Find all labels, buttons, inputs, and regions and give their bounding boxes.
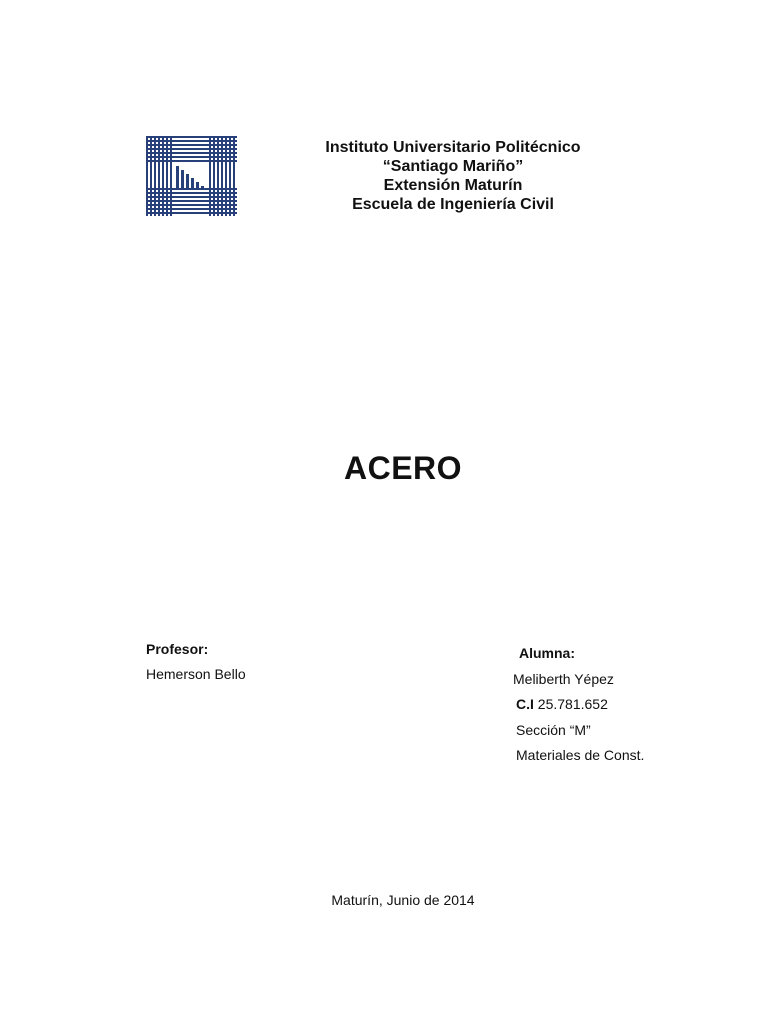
institution-header <box>290 138 616 214</box>
professor-label: Profesor: <box>146 641 209 657</box>
student-label: Alumna: <box>519 645 575 661</box>
student-id-value: 25.781.652 <box>537 696 608 712</box>
student-info <box>513 641 644 769</box>
student-id <box>513 692 644 718</box>
student-course: Materiales de Const. <box>516 747 645 763</box>
student-section: Sección “M” <box>516 721 591 738</box>
document-title: ACERO <box>343 450 463 486</box>
institution-logo-icon <box>146 136 237 216</box>
institution-subname: “Santiago Mariño” <box>382 158 524 175</box>
campus-name: Extensión Maturín <box>383 177 523 194</box>
student-name: Meliberth Yépez <box>513 670 614 687</box>
school-name: Escuela de Ingeniería Civil <box>352 196 554 213</box>
student-id-label: C.I <box>516 696 534 712</box>
institution-name: Instituto Universitario Politécnico <box>325 139 581 156</box>
place-date: Maturín, Junio de 2014 <box>331 892 475 908</box>
professor-name: Hemerson Bello <box>146 666 246 682</box>
